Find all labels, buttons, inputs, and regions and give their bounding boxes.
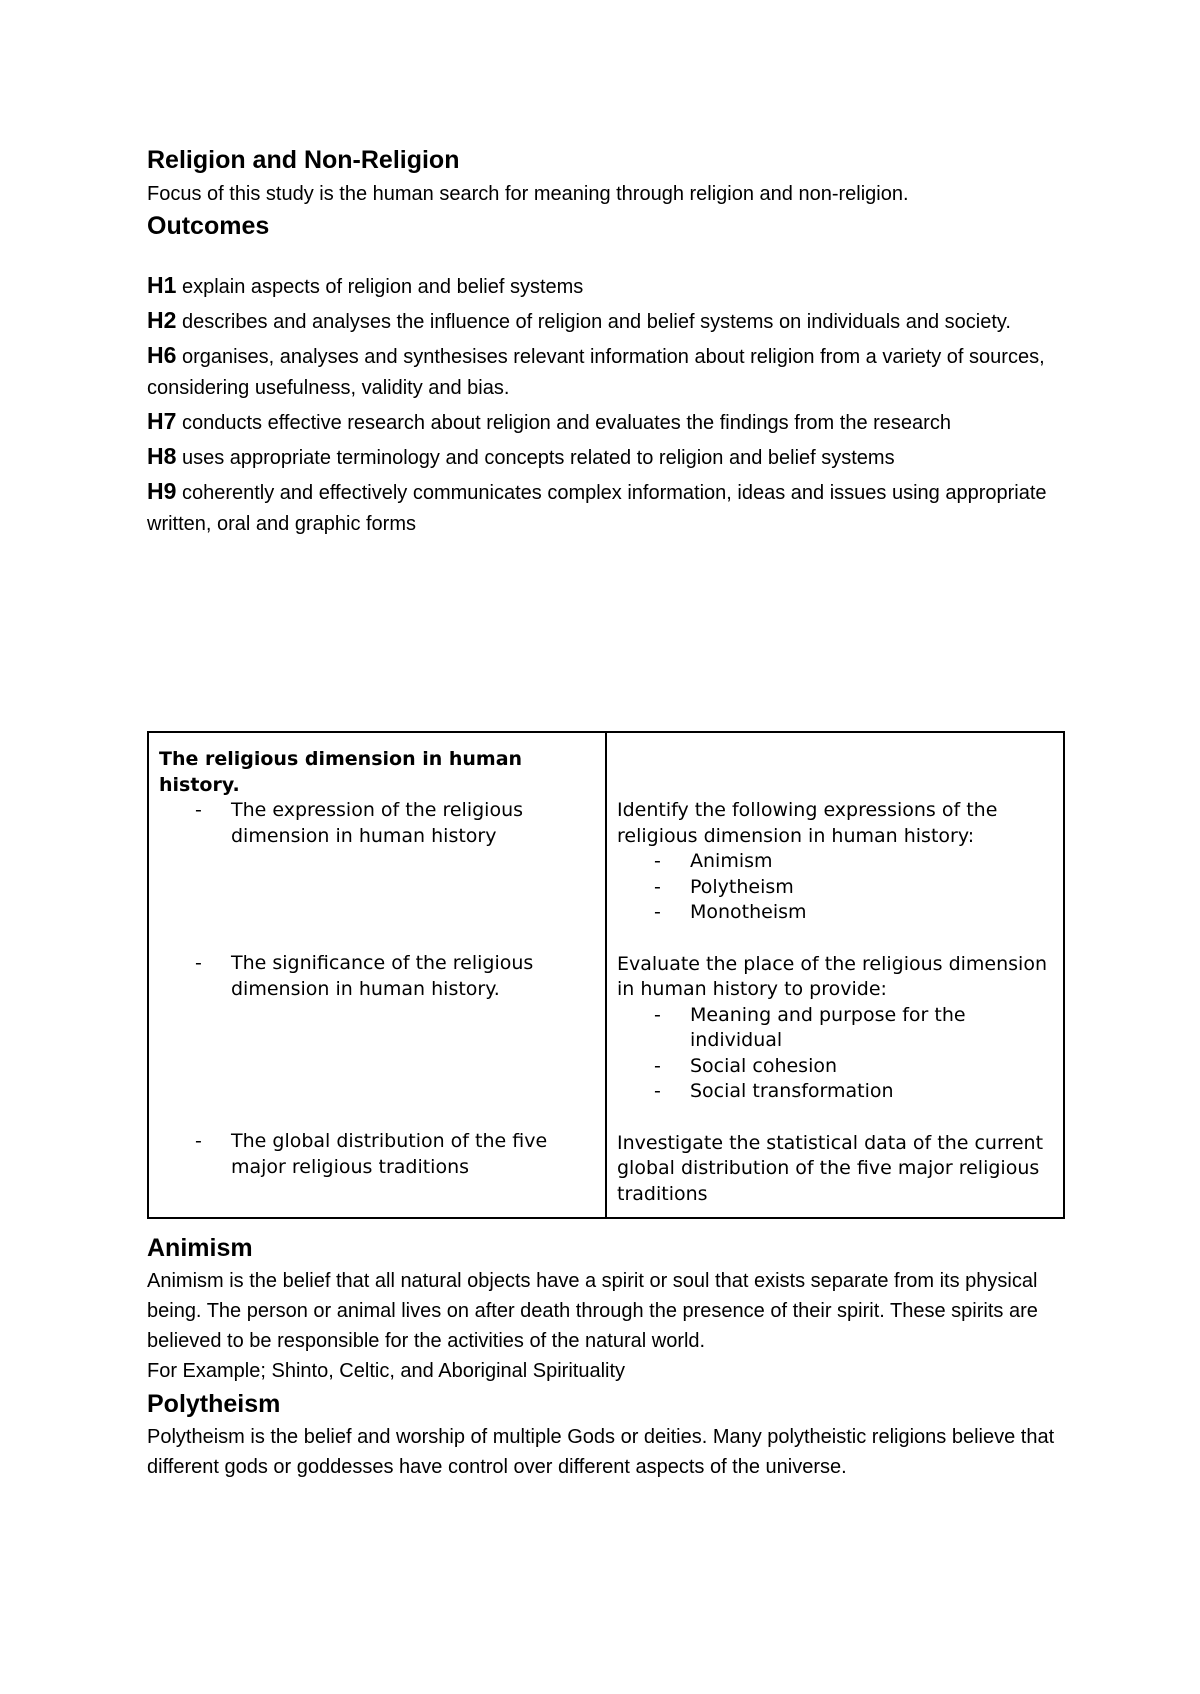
sub-list-item-text: Polytheism [690,875,794,898]
outcome-item [147,305,1067,338]
list-item [159,798,595,849]
sub-list-item-text: Meaning and purpose for the individual [690,1003,966,1051]
outcome-code: H1 [147,272,177,298]
syllabus-table [147,731,1065,1219]
outcome-item [147,406,1067,439]
table-block [617,952,1053,1105]
sub-list-item-text: Social cohesion [690,1054,838,1077]
block-text: Identify the following expressions of the religious dimension in human history: [617,799,998,847]
outcome-item [147,270,1067,303]
list-item [159,951,595,1002]
lower-sections [147,1230,1067,1482]
outcome-text: explain aspects of religion and belief systems [176,276,584,298]
dash-bullet: - [654,1080,661,1102]
list-item-text: The global distribution of the five major religious traditions [231,1130,548,1178]
sub-list-item [617,849,1053,875]
left-cell [148,732,606,1218]
dash-bullet: - [654,901,661,923]
outcome-code: H8 [147,443,177,469]
table-block [617,1131,1053,1208]
right-cell [606,732,1064,1218]
outcome-item [147,340,1067,404]
sub-list-item-text: Animism [690,850,773,872]
animism-example: For Example; Shinto, Celtic, and Aboriginal Spirituality [147,1360,626,1382]
table-block [617,798,1053,926]
dash-bullet: - [654,1003,661,1026]
animism-paragraph: Animism is the belief that all natural objects have a spirit or soul that exists separate from its physical being. The person or animal lives on after death through the presence of their spirit. These spirits are believed to be responsible for the activities of the natural world. [147,1270,1038,1352]
polytheism-paragraph: Polytheism is the belief and worship of multiple Gods or deities. Many polytheistic religions believe that different gods or goddesses have control over different aspects of the universe. [147,1426,1055,1478]
polytheism-heading: Polytheism [147,1390,281,1418]
sub-list-item-text: Monotheism [690,901,807,923]
dash-bullet: - [195,799,202,821]
sub-list-item [617,900,1053,926]
dash-bullet: - [195,1130,202,1152]
block-text: Evaluate the place of the religious dimension in human history to provide: [617,952,1047,1000]
outcomes-list [147,270,1067,540]
table-heading: The religious dimension in human history. [159,748,523,796]
outcome-item [147,441,1067,474]
dash-bullet: - [195,952,202,974]
document-title: Religion and Non-Religion [147,146,460,174]
outcome-code: H6 [147,342,177,368]
dash-bullet: - [654,875,661,898]
dash-bullet: - [654,850,661,872]
block-text: Investigate the statistical data of the current global distribution of the five major religious traditions [617,1131,1044,1205]
intro-paragraph: Focus of this study is the human search for meaning through religion and non-religion. [147,183,909,205]
outcome-text: organises, analyses and synthesises relevant information about religion from a variety of sources, considering usefulness, validity and bias. [147,346,1045,399]
list-item [159,1129,595,1180]
outcome-text: conducts effective research about religion and evaluates the findings from the research [176,412,951,434]
outcome-item [147,476,1067,540]
table-row [148,732,1064,1218]
dash-bullet: - [654,1054,661,1077]
outcome-text: coherently and effectively communicates complex information, ideas and issues using appropriate written, oral and graphic forms [147,482,1047,535]
sub-list-item [617,1054,1053,1080]
outcome-text: describes and analyses the influence of religion and belief systems on individuals and society. [176,311,1011,333]
sub-list-item [617,1079,1053,1105]
sub-list-item-text: Social transformation [690,1080,894,1102]
sub-list-item [617,1003,1053,1054]
document-page [147,140,1067,1478]
list-item-text: The significance of the religious dimension in human history. [231,952,534,1000]
outcome-code: H7 [147,408,177,434]
sub-list-item [617,875,1053,901]
outcome-code: H2 [147,307,177,333]
outcome-code: H9 [147,478,177,504]
outcomes-heading: Outcomes [147,212,270,240]
list-item-text: The expression of the religious dimension in human history [231,799,524,847]
animism-heading: Animism [147,1234,253,1262]
outcome-text: uses appropriate terminology and concepts related to religion and belief systems [176,447,895,469]
